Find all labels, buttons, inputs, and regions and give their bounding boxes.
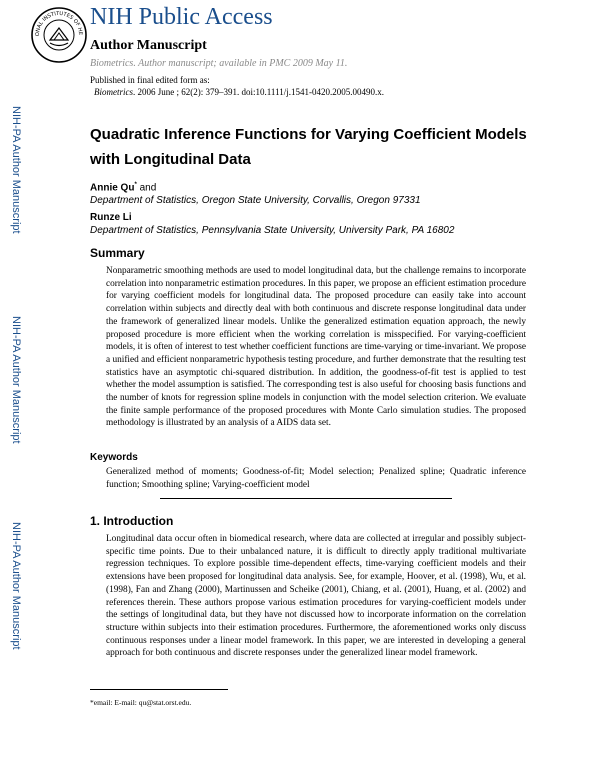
summary-heading: Summary <box>90 246 145 260</box>
keywords-text: Generalized method of moments; Goodness-of-fit; Model selection; Penalized spline; Quadratic inference function; Smoothing spline; Varying-coefficient model <box>106 467 526 490</box>
author-2 <box>90 212 132 223</box>
summary-text: Nonparametric smoothing methods are used to model longitudinal data, but the challenge remains to incorporate correlation into nonparametric estimation procedures. In this paper, we propose an efficient estimation procedure for varying coefficient models for longitudinal data. The proposed procedure can easily take into account correlation within subjects and directly deal with both continuous and discrete response longitudinal data under the framework of generalized linear models. Unlike the generalized estimation equation approach, the newly proposed procedure is more efficient when the working correlation is misspecified. For varying-coefficient models, it is often of interest to test whether coefficient functions are time-varying or time-invariant. We propose a unified and efficient nonparametric hypothesis testing procedure, and further demonstrate that the resulting test statistics have an asymptotic chi-squared distribution. In addition, the goodness-of-fit test is applied to test whether the model assumption is satisfied. The corresponding test is also useful for choosing basis functions and the number of knots for regression spline models in conjunction with the model selection criterion. We evaluate the finite sample performance of the proposed procedures with Monte Carlo simulation studies. The proposed methodology is illustrated by an analysis of a AIDS data set. <box>106 266 526 429</box>
author-affiliation: Department of Statistics, Oregon State University, Corvallis, Oregon 97331 <box>90 195 421 206</box>
published-label: Published in final edited form as: <box>90 75 210 85</box>
paper-title: Quadratic Inference Functions for Varying Coefficient Models with Longitudinal Data <box>90 126 527 168</box>
footnote-email: *email: E-mail: qu@stat.orst.edu. <box>90 698 192 707</box>
introduction-heading: 1. Introduction <box>90 514 174 528</box>
author-conjunction: and <box>139 182 157 194</box>
author-manuscript-label: Author Manuscript <box>90 38 207 53</box>
side-label-manuscript: NIH-PA Author Manuscript <box>10 522 22 650</box>
side-label-manuscript: NIH-PA Author Manuscript <box>10 316 22 444</box>
citation-details: . 2006 June ; 62(2): 379–391. doi:10.1111/j.1541-0420.2005.00490.x. <box>133 87 384 97</box>
svg-text:NATIONAL INSTITUTES OF HEALTH: ONAL INSTITUTES OF HE <box>34 10 84 37</box>
availability-note: Biometrics. Author manuscript; available in PMC 2009 May 11. <box>90 58 348 69</box>
side-label-manuscript: NIH-PA Author Manuscript <box>10 106 22 234</box>
footnote-rule <box>90 689 228 690</box>
introduction-text: Longitudinal data occur often in biomedical research, where data are collected at irregular and possibly subject-specific time points. Due to their unbalanced nature, it is difficult to directly apply traditional multivariate regression techniques. To explore possible time-dependent effects, time-varying coefficient models and their extensions have been proposed for longitudinal data analysis. See, for example, Hoover, et al. (1998), Wu, et al. (1998), Fan and Zhang (2000), Martinussen and Scheike (2001), Chiang, et al. (2001), Huang, et al. (2002) and references therein. These authors propose various estimation procedures for varying-coefficient models under the settings of longitudinal data, but they have not discussed how to incorporate information on the correlation structure within subjects into their estimation procedures. Furthermore, the aforementioned works only discuss continuous responses under a linear model framework. In this paper, we are interested in developing a general approach for both continuous and discrete responses under the generalized linear model framework. <box>106 534 526 659</box>
author-name: Runze Li <box>90 212 132 223</box>
section-divider <box>160 498 452 499</box>
citation-line <box>94 87 384 97</box>
nih-seal-logo <box>30 6 88 64</box>
keywords-heading: Keywords <box>90 452 138 463</box>
author-affiliation: Department of Statistics, Pennsylvania State University, University Park, PA 16802 <box>90 225 455 236</box>
nih-public-access-title: NIH Public Access <box>90 4 273 30</box>
journal-name: Biometrics <box>94 87 133 97</box>
author-1 <box>90 182 156 193</box>
footnote-mark: * <box>134 182 137 188</box>
author-name: Annie Qu <box>90 182 135 194</box>
